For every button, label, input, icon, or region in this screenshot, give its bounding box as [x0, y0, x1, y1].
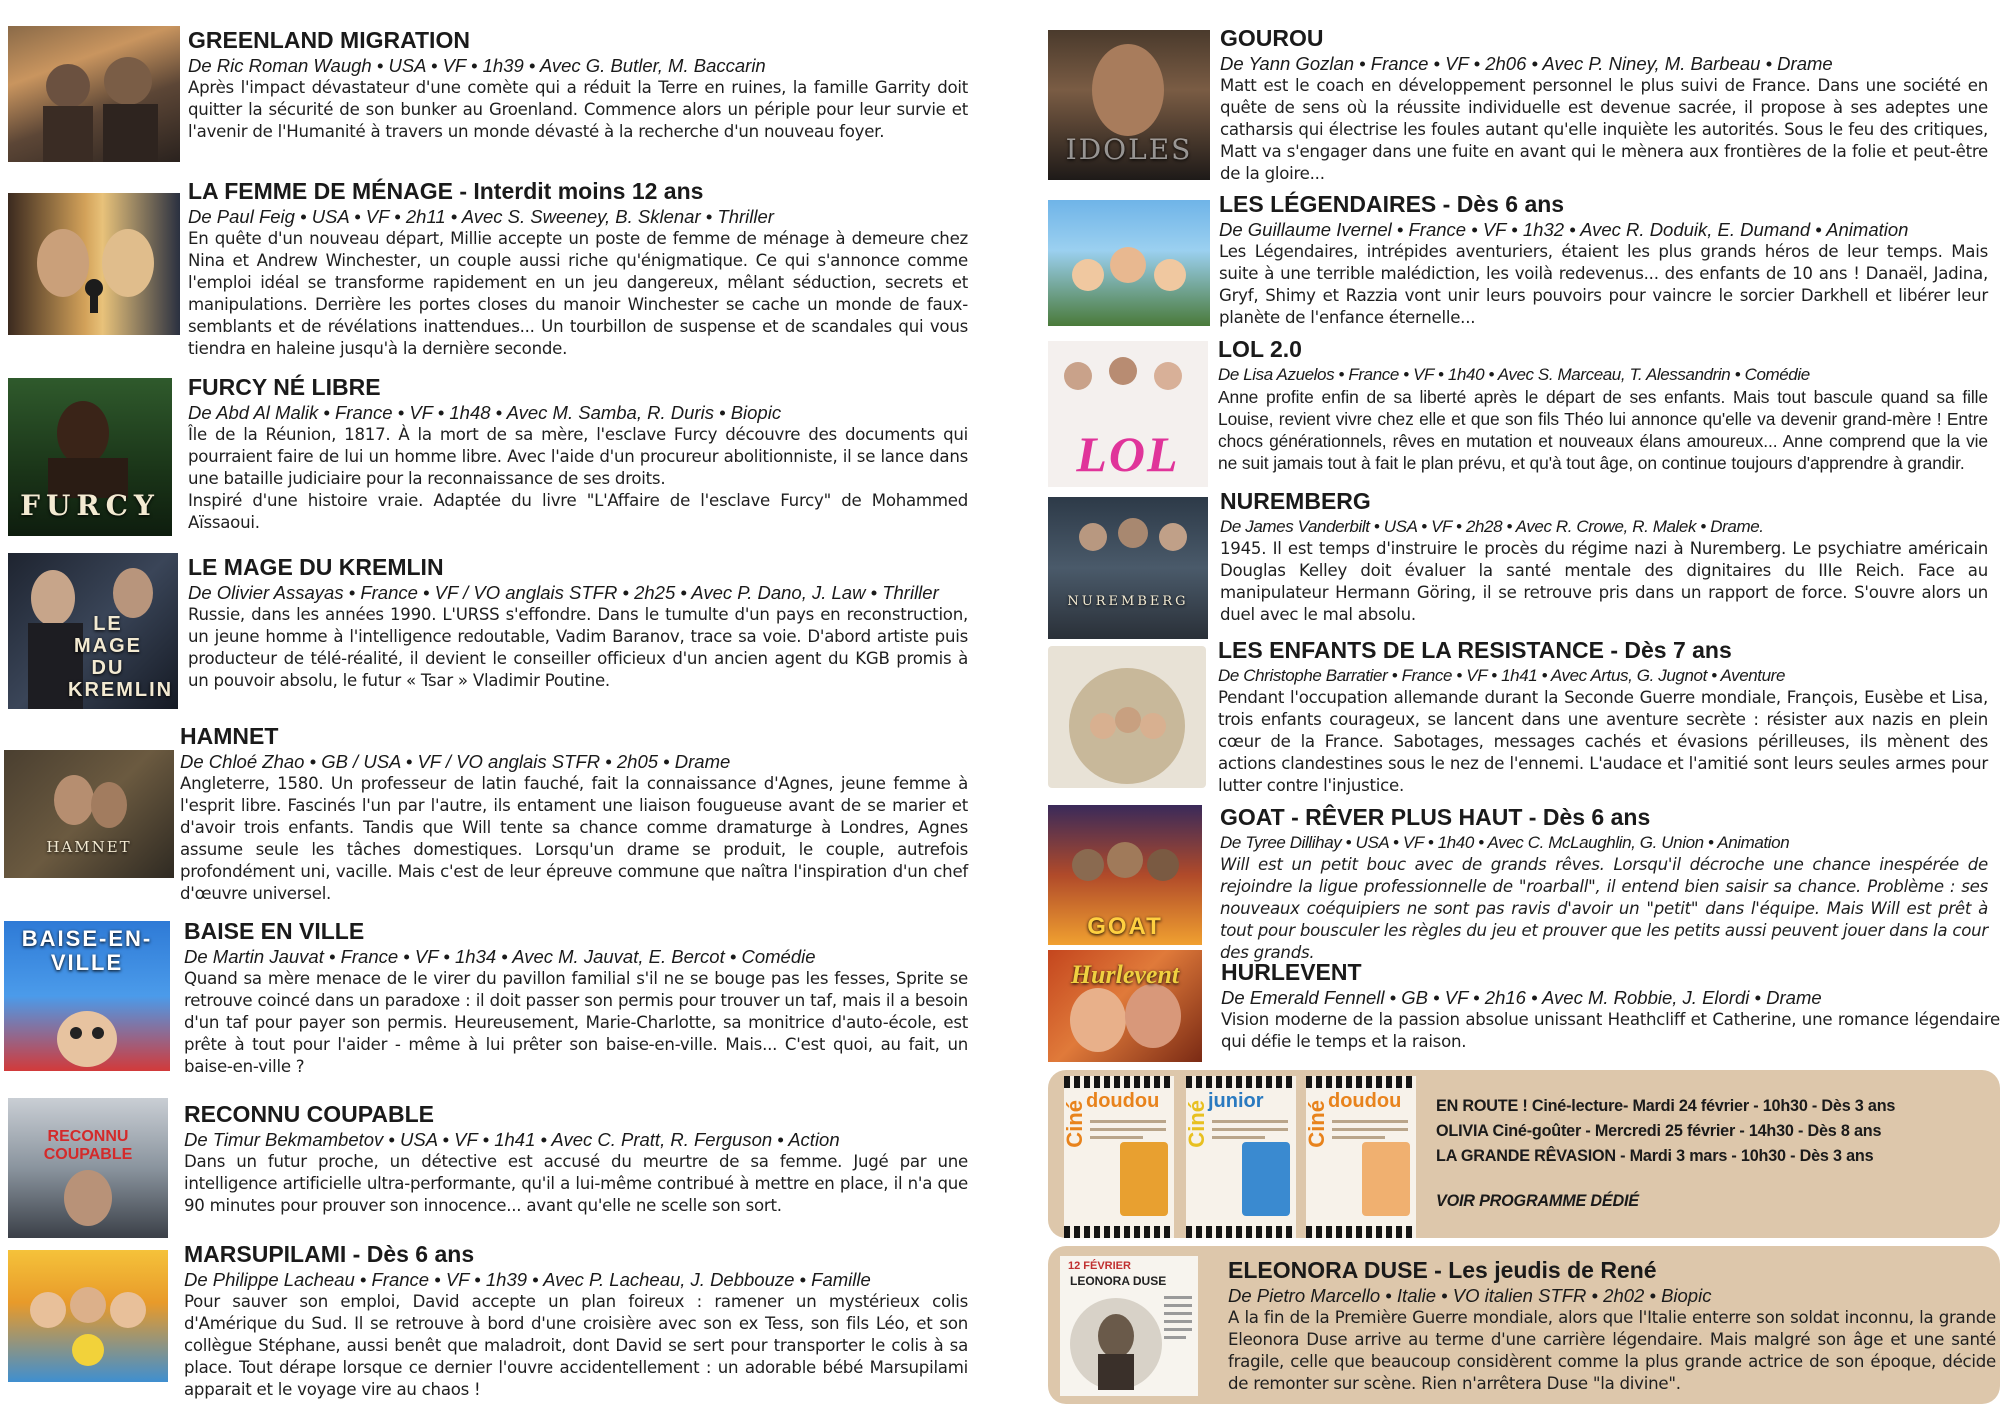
- poster-title: LOL: [1076, 426, 1180, 482]
- film-credits: De Olivier Assayas • France • VF / VO anglais STFR • 2h25 • Avec P. Dano, J. Law • Thriller: [188, 582, 939, 603]
- film-title: BAISE EN VILLE: [184, 918, 365, 944]
- film-lol: [1048, 335, 1988, 485]
- film-enfants-resistance: [1048, 636, 1988, 806]
- femme-de-menage-poster: [8, 193, 180, 335]
- cine-doudou-poster: [1064, 1076, 1174, 1238]
- poster-title: GOAT: [1087, 913, 1163, 940]
- mini-name: doudou: [1328, 1090, 1402, 1112]
- film-synopsis: Will est un petit bouc avec de grands rêves. Lorsqu'il décroche une chance inespérée de rejoindre la ligue professionnelle de "roarball", il entend bien saisir sa chance. Problème : ses nouveaux coéquipiers ne sont pas ravis d'avoir un "petit" dans l'équipe. Mais Will est prêt à tout pour bousculer les règles du jeu et prouver que les petits aussi peuvent jouer dans la cour des grands.: [1220, 855, 1988, 962]
- cine-doudou-poster-2: [1306, 1076, 1416, 1238]
- film-hurlevent: [1048, 958, 2000, 1070]
- poster-name: LEONORA DUSE: [1070, 1274, 1167, 1288]
- film-title: LE MAGE DU KREMLIN: [188, 554, 444, 580]
- film-title: LOL 2.0: [1218, 336, 1302, 362]
- film-marsupilami: [8, 1240, 968, 1410]
- poster-title: BAISE-EN-VILLE: [21, 926, 153, 975]
- film-femme-de-menage: [8, 177, 968, 367]
- film-note: Inspiré d'une histoire vraie. Adaptée du livre "L'Affaire de l'esclave Furcy" de Mohammed Aïssaoui.: [188, 491, 968, 532]
- film-title: HURLEVENT: [1221, 959, 1362, 985]
- film-reconnu-coupable: [8, 1100, 968, 1240]
- mini-name: junior: [1208, 1090, 1264, 1112]
- cine-junior-poster: [1186, 1076, 1296, 1238]
- film-synopsis: Pendant l'occupation allemande durant la Seconde Guerre mondiale, François, Eusèbe et Lisa, trois enfants courageux, se lancent dans une aventure secrète : résister aux nazis en plein cœur de la France. Sabotages, messages cachés et évasions périlleuses, ils mènent des actions clandestines sous le nez de l'ennemi. L'audace et l'amitié sont leurs seules armes pour lutter contre l'injustice.: [1218, 688, 1988, 795]
- film-credits: De Chloé Zhao • GB / USA • VF / VO anglais STFR • 2h05 • Drame: [180, 751, 731, 772]
- film-credits: De Abd Al Malik • France • VF • 1h48 • Avec M. Samba, R. Duris • Biopic: [188, 402, 782, 423]
- film-title: GOAT - RÊVER PLUS HAUT - Dès 6 ans: [1220, 804, 1651, 830]
- hamnet-poster: [4, 750, 174, 878]
- film-credits: De Martin Jauvat • France • VF • 1h34 • Avec M. Jauvat, E. Bercot • Comédie: [184, 946, 816, 967]
- lol-poster: [1048, 341, 1208, 487]
- film-synopsis: Vision moderne de la passion absolue unissant Heathcliff et Catherine, une romance légendaire qui défie le temps et la raison.: [1221, 1010, 2000, 1051]
- poster-title: FURCY: [20, 489, 160, 522]
- film-credits: De James Vanderbilt • USA • VF • 2h28 • Avec R. Crowe, R. Malek • Drame.: [1220, 517, 1764, 536]
- gourou-poster: [1048, 30, 1210, 180]
- film-synopsis: Anne profite enfin de sa liberté après le départ de ses enfants. Mais tout bascule quand sa fille Louise, revient vivre chez elle et que son fils Théo lui annonce qu'elle va devenir grand-mère ! Entre chocs générationnels, rêves en mutation et nouveaux élans amoureux... Anne comprend que la vie ne suit jamais tout à fait le plan prévu, et qu'à tout âge, on continue toujours d'apprendre à grandir.: [1218, 387, 1988, 473]
- mage-du-kremlin-poster: [8, 553, 178, 709]
- film-title: LES ENFANTS DE LA RESISTANCE - Dès 7 ans: [1218, 637, 1732, 663]
- film-synopsis: Île de la Réunion, 1817. À la mort de sa mère, l'esclave Furcy découvre des documents qui pourraient faire de lui un homme libre. Avec l'aide d'un procureur abolitionniste, il se lance dans une bataille judiciaire pour la reconnaissance de ses droits.: [188, 425, 968, 488]
- film-synopsis: Dans un futur proche, un détective est accusé du meurtre de sa femme. Jugé par une intelligence artificielle ultra-performante, qu'il a lui-même contribué à mettre en place, il n'a que 90 minutes pour prouver son innocence... avant qu'elle ne scelle son sort.: [184, 1152, 968, 1215]
- film-credits: De Emerald Fennell • GB • VF • 2h16 • Avec M. Robbie, J. Elordi • Drame: [1221, 987, 1822, 1008]
- film-gourou: [1048, 24, 1988, 200]
- film-title: RECONNU COUPABLE: [184, 1101, 435, 1127]
- film-hamnet: [4, 722, 968, 912]
- film-legendaires: [1048, 190, 1988, 330]
- poster-title: NUREMBERG: [1067, 594, 1189, 609]
- film-credits: De Timur Bekmambetov • USA • VF • 1h41 • Avec C. Pratt, R. Ferguson • Action: [184, 1129, 840, 1150]
- film-title: GOUROU: [1220, 25, 1324, 51]
- film-title: FURCY NÉ LIBRE: [188, 374, 381, 400]
- programme-link[interactable]: VOIR PROGRAMME DÉDIÉ: [1436, 1192, 1639, 1210]
- hurlevent-poster: [1048, 950, 1202, 1062]
- film-credits: De Guillaume Ivernel • France • VF • 1h32 • Avec R. Doduik, E. Dumand • Animation: [1219, 219, 1909, 240]
- film-credits: De Tyree Dillihay • USA • VF • 1h40 • Avec C. McLaughlin, G. Union • Animation: [1220, 833, 1790, 852]
- film-credits: De Yann Gozlan • France • VF • 2h06 • Avec P. Niney, M. Barbeau • Drame: [1220, 53, 1833, 74]
- mini-name: doudou: [1086, 1090, 1160, 1112]
- poster-title: LE MAGE DU KREMLIN: [68, 613, 174, 701]
- legendaires-poster: [1048, 200, 1210, 326]
- film-credits: De Ric Roman Waugh • USA • VF • 1h39 • Avec G. Butler, M. Baccarin: [188, 55, 766, 76]
- eleonora-title: ELEONORA DUSE - Les jeudis de René: [1228, 1257, 1657, 1283]
- baise-en-ville-poster: [4, 921, 170, 1071]
- film-baise-en-ville: [4, 917, 968, 1087]
- mini-label: Ciné: [1304, 1100, 1329, 1148]
- enfants-resistance-poster: [1048, 646, 1206, 788]
- film-title: MARSUPILAMI - Dès 6 ans: [184, 1241, 475, 1267]
- film-title: LES LÉGENDAIRES - Dès 6 ans: [1219, 191, 1565, 217]
- film-credits: De Philippe Lacheau • France • VF • 1h39 • Avec P. Lacheau, J. Debbouze • Famille: [184, 1269, 871, 1290]
- film-nuremberg: [1048, 487, 1988, 632]
- nuremberg-poster: [1048, 497, 1208, 639]
- marsupilami-poster: [8, 1250, 168, 1382]
- poster-title: RECONNU COUPABLE: [43, 1128, 133, 1163]
- film-title: GREENLAND MIGRATION: [188, 27, 470, 53]
- film-goat: [1048, 803, 1988, 962]
- film-synopsis: En quête d'un nouveau départ, Millie accepte un poste de femme de ménage à demeure chez Nina et Andrew Winchester, un couple aussi riche qu'énigmatique. Ce qui s'annonce comme l'emploi idéal se transforme rapidement en un jeu dangereux, mêlant séduction, secrets et manipulations. Derrière les portes closes du manoir Winchester se cache un monde de faux-semblants et de révélations inattendues... Un tourbillon de suspense et de scandales qui vous tiendra en haleine jusqu'à la dernière seconde.: [188, 229, 968, 358]
- film-credits: De Christophe Barratier • France • VF • 1h41 • Avec Artus, G. Jugnot • Aventure: [1218, 666, 1785, 685]
- event-olivia: OLIVIA Ciné-goûter - Mercredi 25 février - 14h30 - Dès 8 ans: [1436, 1122, 1882, 1140]
- film-synopsis: Après l'impact dévastateur d'une comète qui a réduit la Terre en ruines, la famille Garrity doit quitter la sécurité de son bunker au Groenland. Commence alors un périple pour leur survie et l'avenir de l'Humanité à travers un monde dévasté à la recherche d'un nouveau foyer.: [188, 78, 968, 141]
- eleonora-poster: [1060, 1256, 1198, 1396]
- eleonora-band: [1048, 1246, 2000, 1404]
- poster-title: Hurlevent: [1070, 960, 1180, 989]
- eleonora-synopsis: A la fin de la Première Guerre mondiale, alors que l'Italie enterre son soldat inconnu, la grande Eleonora Duse arrive au terme d'une carrière légendaire. Mais malgré son âge et une santé fragile, celle que beaucoup considèrent comme la plus grande actrice de son époque, décide de remonter sur scène. Rien n'arrêtera Duse "la divine".: [1228, 1308, 1996, 1393]
- film-synopsis: Quand sa mère menace de le virer du pavillon familial s'il ne se bouge pas les fesses, Sprite se retrouve coincé dans un paradoxe : il doit passer son permis pour trouver un taf, mais il a besoin d'un taf pour payer son permis. Heureusement, Marie-Charlotte, sa monitrice d'auto-école, est prête à tout pour l'aider - même à lui prêter son baise-en-ville. Mais... C'est quoi, au fait, un baise-en-ville ?: [184, 969, 968, 1076]
- furcy-poster: [8, 378, 172, 536]
- film-greenland: [8, 26, 968, 166]
- mini-label: Ciné: [1062, 1100, 1087, 1148]
- events-band: [1048, 1070, 2000, 1238]
- film-title: HAMNET: [180, 723, 279, 749]
- film-mage-du-kremlin: [8, 553, 968, 713]
- goat-poster: [1048, 805, 1202, 945]
- reconnu-coupable-poster: [8, 1098, 168, 1238]
- poster-title: HAMNET: [46, 838, 132, 856]
- film-title: NUREMBERG: [1220, 488, 1371, 514]
- film-synopsis: Angleterre, 1580. Un professeur de latin fauché, fait la connaissance d'Agnes, jeune femme à l'esprit libre. Fascinés l'un par l'autre, ils entament une liaison fougueuse avant de se marier et d'avoir trois enfants. Tandis que Will tente sa chance comme dramaturge à Londres, Agnes assume seule les tâches domestiques. Lorsqu'un drame se produit, le couple, autrefois profondément uni, vacille. Mais c'est de leur épreuve commune que naîtra l'inspiration d'un chef d'œuvre universel.: [180, 774, 968, 903]
- film-credits: De Lisa Azuelos • France • VF • 1h40 • Avec S. Marceau, T. Alessandrin • Comédie: [1218, 365, 1810, 384]
- eleonora-credits: De Pietro Marcello • Italie • VO italien STFR • 2h02 • Biopic: [1228, 1285, 1712, 1306]
- film-title: LA FEMME DE MÉNAGE - Interdit moins 12 ans: [188, 178, 704, 204]
- film-synopsis: Les Légendaires, intrépides aventuriers, étaient les plus grands héros de leur temps. Mais suite à une terrible malédiction, les voilà redevenus... des enfants de 10 ans ! Danaël, Jadina, Gryf, Shimy et Razzia vont unir leurs pouvoirs pour vaincre le sorcier Darkhell et libérer leur planète de l'enfance éternelle...: [1219, 242, 1988, 327]
- poster-title: IDOLES: [1065, 133, 1193, 166]
- film-credits: De Paul Feig • USA • VF • 2h11 • Avec S. Sweeney, B. Sklenar • Thriller: [188, 206, 774, 227]
- poster-date: 12 FÉVRIER: [1068, 1260, 1131, 1272]
- film-synopsis: Russie, dans les années 1990. L'URSS s'effondre. Dans le tumulte d'un pays en reconstruction, un jeune homme à l'intelligence redoutable, Vadim Baranov, trace sa voie. D'abord artiste puis producteur de télé-réalité, il devient le conseiller officieux d'un ancien agent du KGB promis à un pouvoir absolu, le futur « Tsar » Vladimir Poutine.: [188, 605, 968, 690]
- film-synopsis: Matt est le coach en développement personnel le plus suivi de France. Dans une société en quête de sens où la réussite individuelle est devenue sacrée, il propose à ses adeptes une catharsis qui électrise les foules autant qu'elle inquiète les autorités. Sous le feu des critiques, Matt va s'engager dans une fuite en avant qui le mènera aux frontières de la folie et peut-être de la gloire...: [1220, 76, 1988, 183]
- event-en-route: EN ROUTE ! Ciné-lecture- Mardi 24 février - 10h30 - Dès 3 ans: [1436, 1097, 1896, 1115]
- event-grande-revasion: LA GRANDE RÊVASION - Mardi 3 mars - 10h30 - Dès 3 ans: [1436, 1147, 1874, 1165]
- greenland-poster: [8, 26, 180, 162]
- film-furcy: [8, 373, 968, 543]
- mini-label: Ciné: [1184, 1100, 1209, 1148]
- film-synopsis: Pour sauver son emploi, David accepte un plan foireux : ramener un mystérieux colis d'Amérique du Sud. Il se retrouve à bord d'une croisière avec son ex Tess, son fils Léo, et son collègue Stéphane, aussi benêt que maladroit, dont David se sert pour transporter le colis à sa place. Tout dérape lorsque ce dernier l'ouvre accidentellement : un adorable bébé Marsupilami apparait et le voyage vire au chaos !: [184, 1292, 968, 1399]
- film-synopsis: 1945. Il est temps d'instruire le procès du régime nazi à Nuremberg. Le psychiatre américain Douglas Kelley doit évaluer la santé mentale des dignitaires du IIIe Reich. Face au manipulateur Hermann Göring, il se retrouve pris dans un rapport de force. S'ouvre alors un duel avec le mal absolu.: [1220, 539, 1988, 624]
